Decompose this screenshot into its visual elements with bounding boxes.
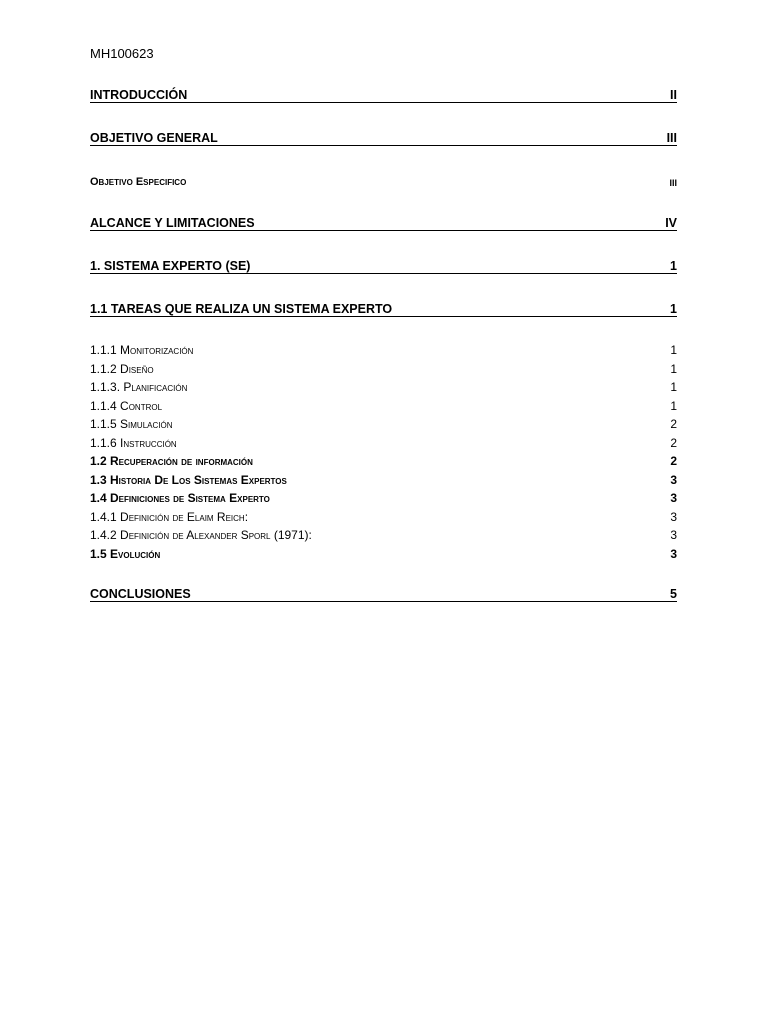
toc-entry-title: 1.3 Historia De Los Sistemas Expertos xyxy=(90,472,287,487)
toc-entry-page: III xyxy=(666,131,677,145)
toc-entry-diseno[interactable] xyxy=(90,360,677,379)
toc-entry-title: 1.4 Definiciones de Sistema Experto xyxy=(90,491,270,506)
toc-entry-title: 1. SISTEMA EXPERTO (SE) xyxy=(90,259,251,273)
toc-entry-page: 3 xyxy=(670,546,677,561)
toc-entry-page: 3 xyxy=(670,509,677,524)
toc-entry-evolucion[interactable] xyxy=(90,545,677,564)
toc-entry-objetivo-general[interactable] xyxy=(90,129,677,146)
toc-entry-conclusiones[interactable] xyxy=(90,585,677,602)
table-of-contents xyxy=(90,86,677,602)
toc-entry-title: 1.1.1 Monitorización xyxy=(90,343,194,358)
toc-entry-definiciones[interactable] xyxy=(90,489,677,508)
toc-entry-objetivo-especifico[interactable] xyxy=(90,172,677,188)
toc-entry-introduccion[interactable] xyxy=(90,86,677,103)
toc-entry-page: 1 xyxy=(670,361,677,376)
toc-entry-title: ALCANCE Y LIMITACIONES xyxy=(90,216,255,230)
toc-entry-title: 1.4.1 Definición de Elaim Reich: xyxy=(90,509,249,524)
toc-entry-title: Objetivo Especifico xyxy=(90,176,187,188)
toc-entry-title: CONCLUSIONES xyxy=(90,587,191,601)
toc-entry-title: 1.5 Evolución xyxy=(90,546,161,561)
toc-entry-page: 1 xyxy=(670,343,677,358)
toc-entry-page: 2 xyxy=(670,454,677,469)
toc-entry-definicion-reich[interactable] xyxy=(90,508,677,527)
toc-entry-page: II xyxy=(670,88,677,102)
toc-entry-page: 1 xyxy=(670,302,677,316)
toc-entry-title: 1.1.3. Planificación xyxy=(90,380,188,395)
toc-entry-page: 3 xyxy=(670,491,677,506)
toc-entry-alcance[interactable] xyxy=(90,214,677,231)
toc-entry-title: 1.1.6 Instrucción xyxy=(90,435,177,450)
toc-entry-monitorizacion[interactable] xyxy=(90,341,677,360)
toc-entry-title: OBJETIVO GENERAL xyxy=(90,131,218,145)
toc-entry-control[interactable] xyxy=(90,397,677,416)
toc-entry-page: 1 xyxy=(670,398,677,413)
toc-entry-recuperacion[interactable] xyxy=(90,452,677,471)
toc-entry-page: 2 xyxy=(670,417,677,432)
toc-entry-page: 1 xyxy=(670,259,677,273)
toc-entry-definicion-sporl[interactable] xyxy=(90,526,677,545)
toc-entry-tareas[interactable] xyxy=(90,300,677,317)
toc-entry-sistema-experto[interactable] xyxy=(90,257,677,274)
toc-entry-historia[interactable] xyxy=(90,471,677,490)
toc-entry-title: 1.1.5 Simulación xyxy=(90,417,173,432)
toc-entry-title: 1.4.2 Definición de Alexander Sporl (1971): xyxy=(90,528,312,543)
toc-entry-page: 5 xyxy=(670,587,677,601)
toc-entry-title: 1.2 Recuperación de información xyxy=(90,454,253,469)
toc-entry-title: 1.1.2 Diseño xyxy=(90,361,154,376)
toc-entry-title: 1.1.4 Control xyxy=(90,398,163,413)
toc-subsection-list xyxy=(90,341,677,563)
toc-entry-page: 1 xyxy=(670,380,677,395)
toc-entry-simulacion[interactable] xyxy=(90,415,677,434)
toc-entry-page: 3 xyxy=(670,472,677,487)
document-code: MH100623 xyxy=(90,46,154,61)
toc-entry-instruccion[interactable] xyxy=(90,434,677,453)
toc-entry-page: 3 xyxy=(670,528,677,543)
toc-entry-title: 1.1 TAREAS QUE REALIZA UN SISTEMA EXPERTO xyxy=(90,302,393,316)
toc-entry-title: INTRODUCCIÓN xyxy=(90,88,188,102)
toc-entry-page: 2 xyxy=(670,435,677,450)
toc-entry-planificacion[interactable] xyxy=(90,378,677,397)
toc-entry-page: IV xyxy=(665,216,677,230)
toc-entry-page: III xyxy=(669,178,677,188)
